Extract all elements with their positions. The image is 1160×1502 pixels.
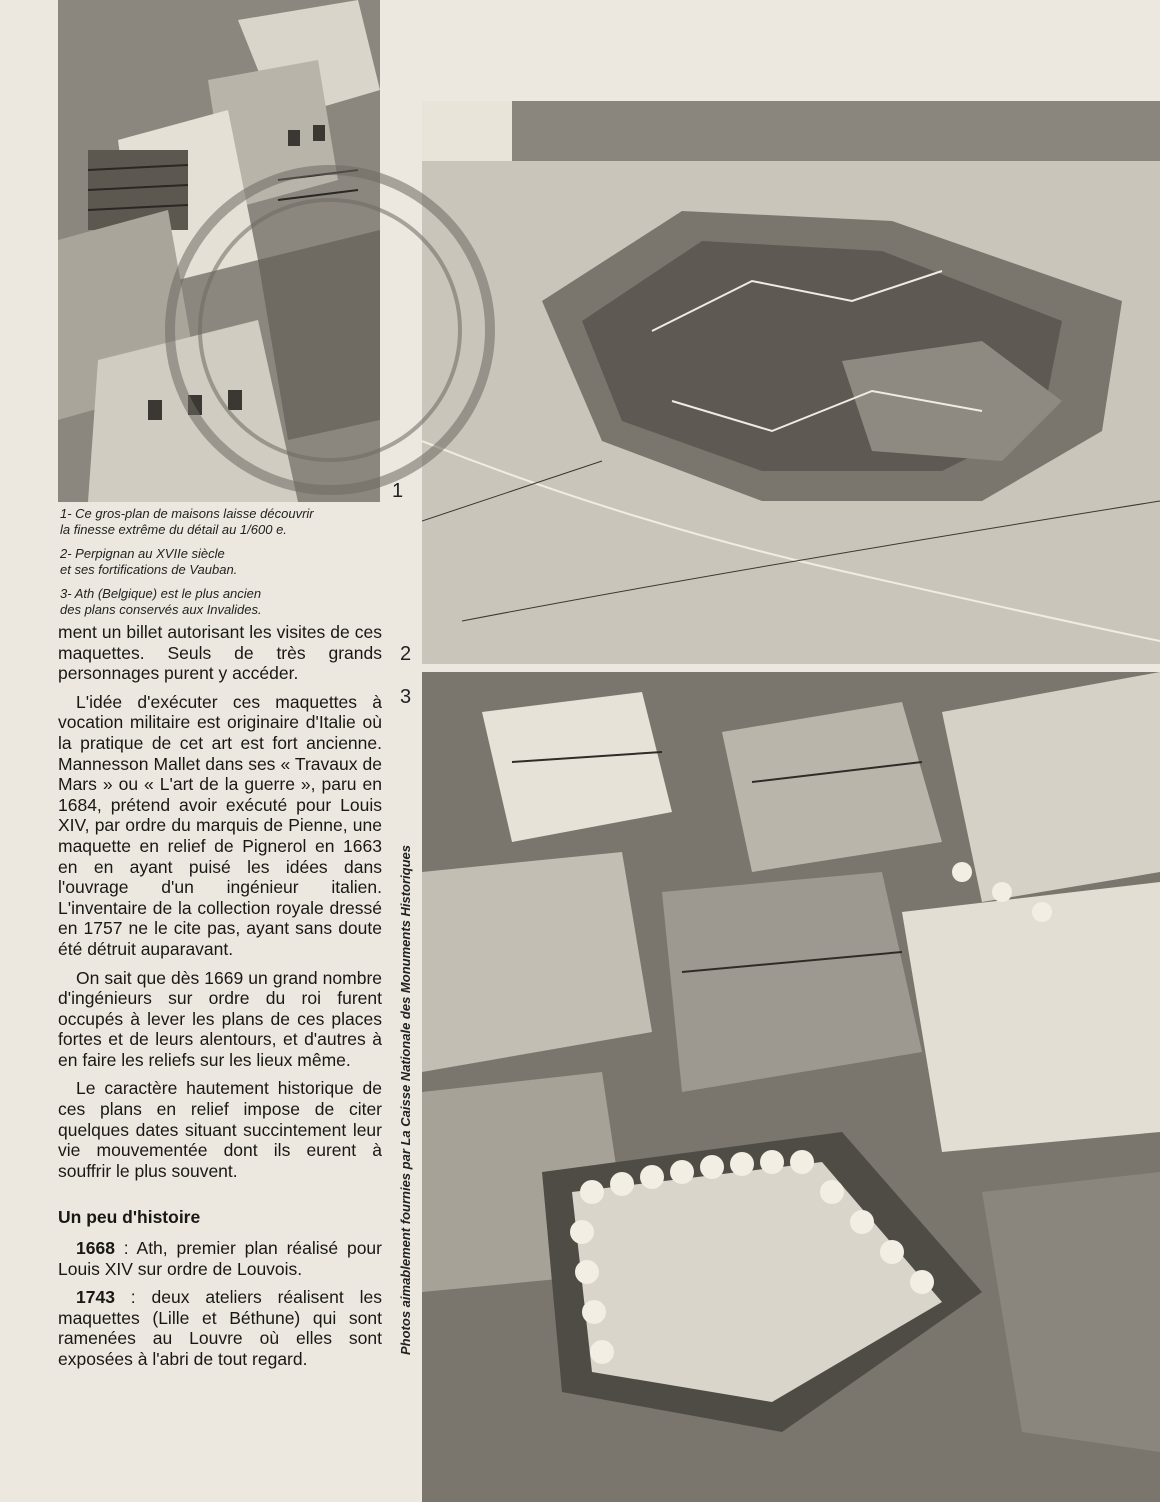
photo-credit: Photos aimablement fournies par La Caisse Nationale des Monuments Historiques: [398, 844, 413, 1355]
photo-ath: [422, 672, 1160, 1502]
paragraph-4: Le caractère hautement historique de ces plans en relief impose de citer quelques dates situant succintement leur vie mouvementée dont ils eurent à souffrir le plus souvent.: [58, 1078, 382, 1181]
section-heading: Un peu d'histoire: [58, 1207, 201, 1228]
figure-number-1: 1: [392, 480, 404, 502]
ath-model-image: [422, 672, 1160, 1502]
paragraph-3: On sait que dès 1669 un grand nombre d'ingénieurs sur ordre du roi furent occupés à lever les plans de ces places fortes et de leurs alentours, et d'autres à en faire les reliefs sur les lieux même.: [58, 967, 382, 1070]
caption-2: 2- Perpignan au XVIIe siècle et ses fortifications de Vauban.: [60, 546, 238, 577]
figure-number-3: 3: [400, 686, 412, 708]
caption-3: 3- Ath (Belgique) est le plus ancien des plans conservés aux Invalides.: [60, 586, 262, 617]
article-body: [58, 622, 382, 1378]
perpignan-model-image: [422, 101, 1160, 664]
history-entry-1668: 1668 : Ath, premier plan réalisé pour Louis XIV sur ordre de Louvois.: [58, 1238, 382, 1279]
houses-closeup-image: [58, 0, 380, 502]
history-entry-1743: 1743 : deux ateliers réalisent les maquettes (Lille et Béthune) qui sont ramenées au Louvre où elles sont exposées à l'abri de tout regard.: [58, 1287, 382, 1369]
figure-number-2: 2: [400, 643, 412, 665]
photo-houses-closeup: [58, 0, 380, 502]
photo-perpignan: [422, 101, 1160, 664]
figure-captions: [60, 506, 390, 626]
paragraph-2: L'idée d'exécuter ces maquettes à vocation militaire est originaire d'Italie où la pratique de cet art est fort ancienne. Mannesson Mallet dans ses « Travaux de Mars » ou « L'art de la guerre », paru en 1684, prétend avoir exécuté pour Louis XIV, par ordre du marquis de Pienne, une maquette en relief de Pignerol en 1663 en en ayant puisé les idées dans l'ouvrage d'un ingénieur italien. L'inventaire de la collection royale dressé en 1757 ne le cite pas, ayant sans doute été détruit auparavant.: [58, 691, 382, 959]
caption-1: 1- Ce gros-plan de maisons laisse découvrir la finesse extrême du détail au 1/600 e.: [60, 506, 314, 537]
paragraph-1: ment un billet autorisant les visites de ces maquettes. Seuls de très grands personnages purent y accéder.: [58, 622, 382, 684]
